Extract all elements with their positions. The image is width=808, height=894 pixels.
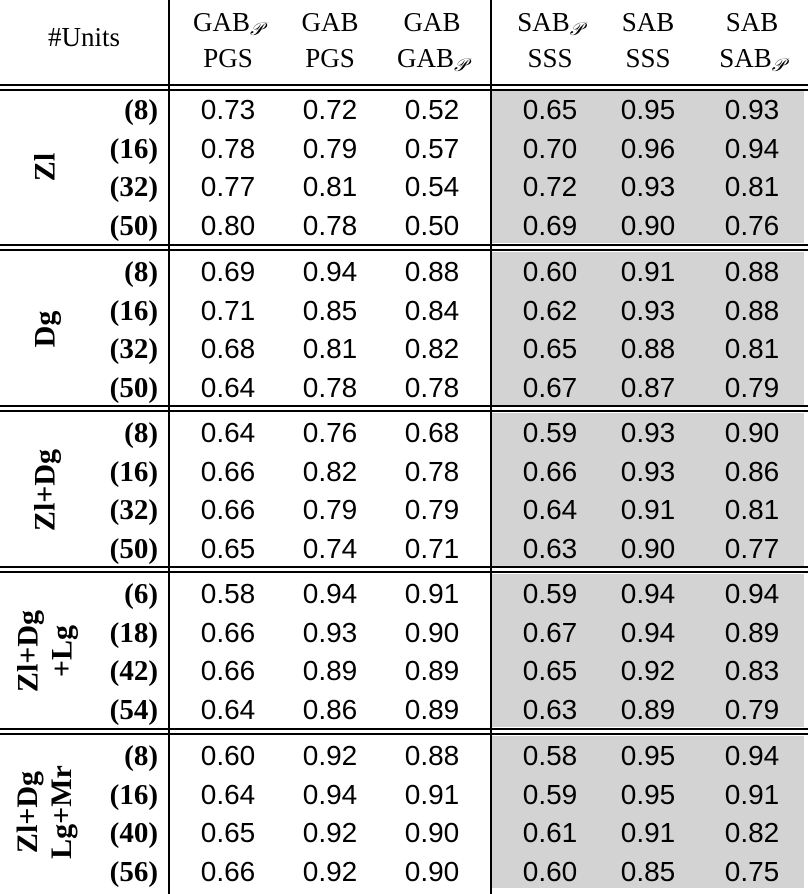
table-cell: 0.82 [302, 455, 358, 487]
table-cell: 0.64 [200, 371, 256, 403]
table-cell: 0.58 [522, 740, 578, 771]
table-cell: 0.92 [302, 817, 358, 848]
table-cell: 0.87 [620, 371, 676, 403]
table-cell: 0.71 [404, 532, 460, 564]
column-header-6 [692, 4, 808, 76]
table-cell: 0.89 [620, 693, 676, 725]
table-row [0, 91, 808, 129]
table-cell: 0.83 [724, 655, 780, 686]
table-cell: 0.90 [404, 616, 460, 648]
table-cell: 0.78 [200, 132, 256, 164]
table-cell: 0.66 [200, 455, 256, 487]
row-units-label: (32) [109, 333, 158, 365]
table-cell: 0.84 [404, 294, 460, 326]
column-header-line2-text: SSS [527, 43, 573, 73]
table-cell: 0.91 [724, 778, 780, 810]
table-cell: 0.69 [522, 209, 578, 241]
table-cell: 0.79 [724, 371, 780, 403]
table-cell: 0.81 [724, 171, 780, 202]
table-cell: 0.78 [302, 209, 358, 241]
table-cell: 0.82 [404, 333, 460, 364]
table-cell: 0.93 [620, 455, 676, 487]
table-cell: 0.95 [620, 778, 676, 810]
table-row [0, 253, 808, 291]
table-cell: 0.66 [200, 655, 256, 686]
table-cell: 0.92 [302, 855, 358, 887]
row-units-label: (32) [109, 171, 158, 203]
table-cell: 0.59 [522, 417, 578, 448]
row-units-label: (50) [109, 371, 158, 404]
table-row [0, 776, 808, 814]
table-cell: 0.88 [404, 256, 460, 287]
table-cell: 0.92 [620, 655, 676, 686]
table-cell: 0.94 [724, 740, 780, 771]
table-cell: 0.67 [522, 616, 578, 648]
table-cell: 0.81 [302, 333, 358, 364]
horizontal-rule [0, 733, 808, 735]
table-cell: 0.91 [620, 256, 676, 287]
table-cell: 0.94 [724, 578, 780, 609]
table-cell: 0.64 [200, 778, 256, 810]
table-row [0, 414, 808, 452]
row-units-label: (16) [109, 294, 158, 327]
group-label-line: Dg [28, 310, 61, 347]
table-row [0, 691, 808, 729]
row-units-label: (16) [109, 455, 158, 488]
row-units-label: (54) [109, 693, 158, 726]
table-cell: 0.64 [522, 494, 578, 525]
table-cell: 0.58 [200, 578, 256, 609]
table-cell: 0.66 [200, 494, 256, 525]
table-cell: 0.91 [404, 778, 460, 810]
table-cell: 0.68 [404, 417, 460, 448]
row-units-label: (50) [109, 532, 158, 565]
table-cell: 0.96 [620, 132, 676, 164]
column-header-line1-text: GAB [193, 7, 251, 37]
table-cell: 0.88 [724, 294, 780, 326]
table-cell: 0.93 [620, 417, 676, 448]
row-units-label: (40) [109, 817, 158, 849]
column-header-line1-text: SAB [621, 7, 675, 37]
column-header-line2 [692, 40, 808, 76]
table-cell: 0.88 [724, 256, 780, 287]
table-cell: 0.62 [522, 294, 578, 326]
table-row [0, 168, 808, 206]
table-cell: 0.66 [200, 855, 256, 887]
column-header-line1-text: GAB [301, 7, 359, 37]
table-cell: 0.91 [620, 494, 676, 525]
table-cell: 0.88 [404, 740, 460, 771]
table-cell: 0.50 [404, 209, 460, 241]
table-cell: 0.81 [302, 171, 358, 202]
table-row [0, 369, 808, 407]
table-cell: 0.77 [724, 532, 780, 564]
column-header-3 [372, 4, 492, 76]
column-header-5 [588, 4, 708, 76]
table-cell: 0.64 [200, 693, 256, 725]
table-cell: 0.61 [522, 817, 578, 848]
table-cell: 0.79 [302, 494, 358, 525]
horizontal-rule [0, 84, 808, 86]
horizontal-rule [0, 410, 808, 412]
table-cell: 0.68 [200, 333, 256, 364]
row-units-label: (8) [124, 94, 158, 126]
table-row [0, 737, 808, 775]
column-header-line2-text: PGS [305, 43, 355, 73]
table-cell: 0.72 [302, 94, 358, 125]
table-cell: 0.93 [724, 94, 780, 125]
row-units-label: (16) [109, 132, 158, 165]
table-cell: 0.91 [404, 578, 460, 609]
horizontal-rule [0, 249, 808, 251]
table-cell: 0.65 [522, 333, 578, 364]
table-cell: 0.69 [200, 256, 256, 287]
table-cell: 0.91 [620, 817, 676, 848]
row-units-label: (56) [109, 855, 158, 888]
table-row [0, 575, 808, 613]
table-row [0, 853, 808, 891]
table-row [0, 491, 808, 529]
table-cell: 0.94 [302, 578, 358, 609]
group-label-line: Lg+Mr [45, 765, 78, 859]
table-cell: 0.79 [404, 494, 460, 525]
row-units-label: (8) [124, 256, 158, 288]
table-cell: 0.81 [724, 333, 780, 364]
table-cell: 0.75 [724, 855, 780, 887]
table-cell: 0.90 [620, 209, 676, 241]
row-units-label: (50) [109, 209, 158, 242]
table-cell: 0.64 [200, 417, 256, 448]
table-cell: 0.93 [620, 171, 676, 202]
table-cell: 0.65 [522, 94, 578, 125]
table-cell: 0.60 [522, 256, 578, 287]
table-cell: 0.93 [620, 294, 676, 326]
table-cell: 0.78 [302, 371, 358, 403]
table-cell: 0.94 [302, 256, 358, 287]
table-cell: 0.90 [404, 817, 460, 848]
table-row [0, 814, 808, 852]
row-units-label: (8) [124, 740, 158, 772]
table-cell: 0.95 [620, 740, 676, 771]
table-cell: 0.73 [200, 94, 256, 125]
table-cell: 0.77 [200, 171, 256, 202]
horizontal-rule [0, 571, 808, 573]
column-header-line2-text: GAB [397, 43, 455, 73]
table-cell: 0.72 [522, 171, 578, 202]
table-cell: 0.90 [404, 855, 460, 887]
table-cell: 0.82 [724, 817, 780, 848]
column-header-line1 [372, 4, 492, 40]
table-cell: 0.89 [302, 655, 358, 686]
table-cell: 0.52 [404, 94, 460, 125]
table-cell: 0.86 [724, 455, 780, 487]
table-cell: 0.67 [522, 371, 578, 403]
table-cell: 0.66 [522, 455, 578, 487]
table-cell: 0.57 [404, 132, 460, 164]
table-cell: 0.94 [620, 578, 676, 609]
row-units-label: (6) [124, 578, 158, 610]
row-units-label: (8) [124, 417, 158, 449]
table-row [0, 652, 808, 690]
column-header-line2-subscript: 𝒫 [771, 55, 785, 75]
row-units-label: (16) [109, 778, 158, 811]
table-cell: 0.85 [302, 294, 358, 326]
table-cell: 0.86 [302, 693, 358, 725]
table-cell: 0.88 [620, 333, 676, 364]
table-cell: 0.92 [302, 740, 358, 771]
table-row [0, 292, 808, 330]
table-cell: 0.54 [404, 171, 460, 202]
table-cell: 0.59 [522, 578, 578, 609]
table-cell: 0.94 [302, 778, 358, 810]
table-cell: 0.79 [724, 693, 780, 725]
group-label-line: Zl [28, 152, 61, 181]
column-header-line2-text: PGS [203, 43, 253, 73]
table-cell: 0.63 [522, 693, 578, 725]
table-cell: 0.80 [200, 209, 256, 241]
column-header-line2-text: SAB [719, 43, 772, 73]
row-units-label: (18) [109, 616, 158, 649]
table-cell: 0.93 [302, 616, 358, 648]
row-units-label: (32) [109, 494, 158, 526]
table-cell: 0.78 [404, 371, 460, 403]
column-header-line1 [692, 4, 808, 40]
table-cell: 0.65 [522, 655, 578, 686]
table-cell: 0.66 [200, 616, 256, 648]
table-cell: 0.78 [404, 455, 460, 487]
table-cell: 0.60 [522, 855, 578, 887]
table-cell: 0.89 [404, 655, 460, 686]
table-cell: 0.76 [302, 417, 358, 448]
table-row [0, 330, 808, 368]
column-header-line2-subscript: 𝒫 [454, 55, 467, 75]
column-header-line1-text: SAB [517, 7, 570, 37]
table-cell: 0.63 [522, 532, 578, 564]
table-cell: 0.89 [404, 693, 460, 725]
units-header: #Units [47, 22, 120, 52]
column-header-line2 [588, 40, 708, 76]
table-cell: 0.71 [200, 294, 256, 326]
table-cell: 0.90 [620, 532, 676, 564]
column-header-line1-text: SAB [725, 7, 779, 37]
table-row [0, 453, 808, 491]
table-row [0, 614, 808, 652]
column-header-line2 [372, 40, 492, 76]
table-cell: 0.81 [724, 494, 780, 525]
group-label-line: Zl+Dg [11, 770, 44, 854]
column-header-line1-text: GAB [403, 7, 461, 37]
table-cell: 0.95 [620, 94, 676, 125]
table-cell: 0.89 [724, 616, 780, 648]
group-label-line: Zl+Dg [28, 448, 61, 531]
group-label-line: Zl+Dg [11, 609, 44, 692]
table-cell: 0.94 [620, 616, 676, 648]
table-cell: 0.90 [724, 417, 780, 448]
table-cell: 0.85 [620, 855, 676, 887]
column-header-line1-subscript: 𝒫 [569, 19, 583, 39]
table-cell: 0.65 [200, 817, 256, 848]
table-cell: 0.59 [522, 778, 578, 810]
table-cell: 0.79 [302, 132, 358, 164]
row-units-label: (42) [109, 655, 158, 687]
table-cell: 0.65 [200, 532, 256, 564]
table-cell: 0.76 [724, 209, 780, 241]
group-label-line: +Lg [45, 624, 78, 677]
table-row [0, 207, 808, 245]
table-row [0, 130, 808, 168]
column-header-line1-subscript: 𝒫 [250, 19, 263, 39]
table-header [0, 0, 808, 84]
table-cell: 0.74 [302, 532, 358, 564]
table-cell: 0.94 [724, 132, 780, 164]
column-header-line1 [588, 4, 708, 40]
table-cell: 0.70 [522, 132, 578, 164]
column-header-line2-text: SSS [625, 43, 671, 73]
table-row [0, 530, 808, 568]
table-cell: 0.60 [200, 740, 256, 771]
